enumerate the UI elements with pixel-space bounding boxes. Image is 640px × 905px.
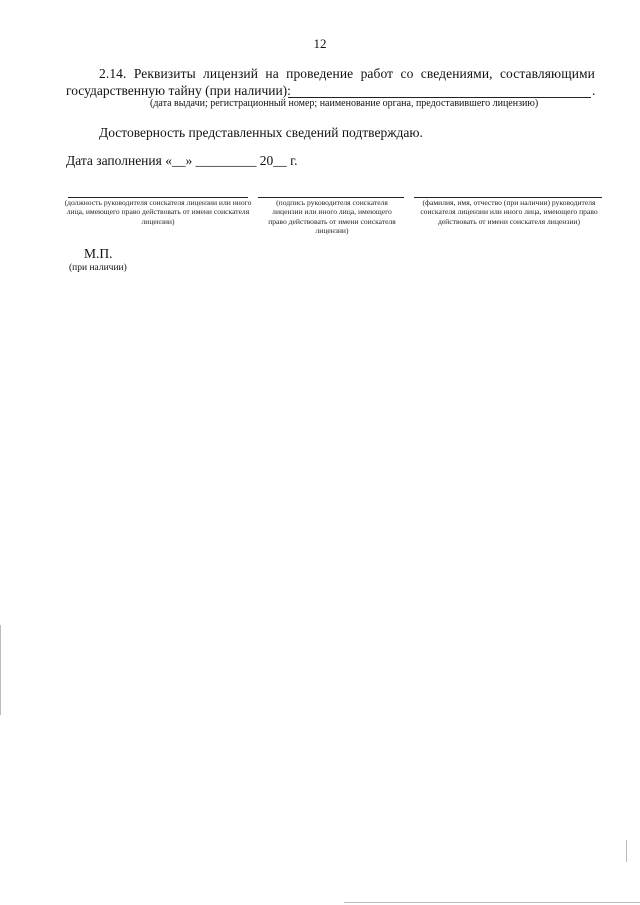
stamp-label: М.П. [84, 246, 113, 261]
scan-edge-mark [626, 840, 627, 862]
full-name-caption: (фамилия, имя, отчество (при наличии) руководителя соискателя лицензии или иного лица, имеющего право действовать от имени соискателя лицензии) [420, 198, 598, 226]
signature-caption: (подпись руководителя соискателя лицензии или иного лица, имеющего право действовать от имени соискателя лицензии) [268, 198, 396, 236]
fill-date-line: Дата заполнения «__» _________ 20__ г. [66, 153, 298, 168]
item-2-14-heading: 2.14. Реквизиты лицензий на проведение работ со сведениями, составляющими [99, 66, 595, 81]
item-2-14-heading-cont: государственную тайну (при наличии): [66, 83, 291, 98]
license-details-caption: (дата выдачи; регистрационный номер; наименование органа, предоставившего лицензию) [150, 98, 539, 109]
confirmation-statement: Достоверность представленных сведений подтверждаю. [99, 125, 423, 140]
scan-bottom-edge [344, 902, 640, 903]
page-number: 12 [313, 36, 327, 51]
scan-edge-mark [0, 625, 1, 715]
fill-line-period: . [592, 83, 596, 98]
position-caption: (должность руководителя соискателя лицензии или иного лица, имеющего право действовать от имени соискателя лицензии) [64, 198, 252, 226]
stamp-caption: (при наличии) [69, 263, 127, 273]
